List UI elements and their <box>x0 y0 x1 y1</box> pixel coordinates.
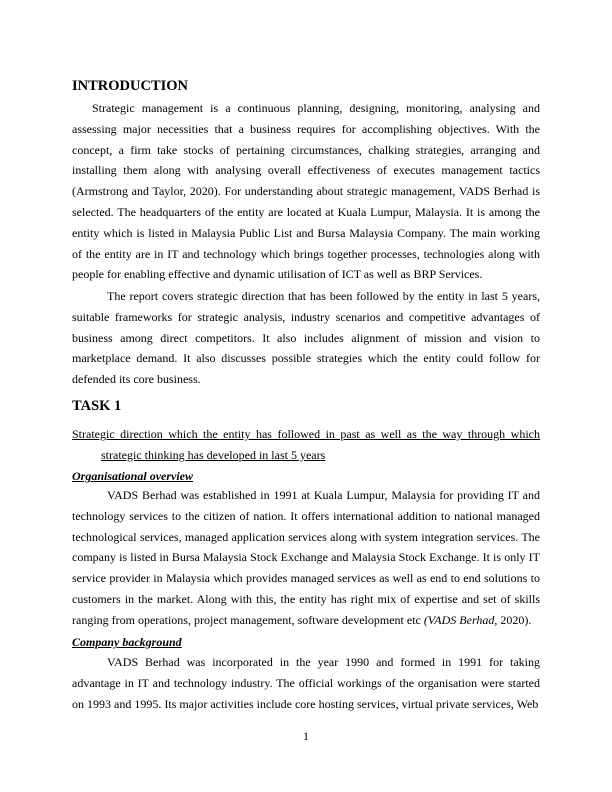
task1-heading: TASK 1 <box>72 398 122 414</box>
organisational-overview-paragraph <box>72 485 540 631</box>
task1-title-line-1: Strategic direction which the entity has followed in past as well as the way through which <box>72 427 540 441</box>
overview-citation: (VADS Berhad <box>423 612 495 627</box>
company-background-paragraph: VADS Berhad was incorporated in the year 1990 and formed in 1991 for taking advantage in IT and technology industry. The official workings of the organisation were started on 1993 and 1995. Its major activities include core hosting services, virtual private services, Web <box>72 655 540 711</box>
task1-title-line-2: strategic thinking has developed in last 5 years <box>101 447 326 462</box>
company-background-heading: Company background <box>72 635 182 649</box>
task1-title <box>72 424 540 466</box>
organisational-overview-heading: Organisational overview <box>72 469 194 483</box>
page-number: 1 <box>303 729 309 743</box>
overview-text: VADS Berhad was established in 1991 at Kuala Lumpur, Malaysia for providing IT and technology services to the citizen of nation. It offers international addition to national managed technological services, managed application services along with system integration services. The company is listed in Bursa Malaysia Stock Exchange and Malaysia Stock Exchange. It is only IT service provider in Malaysia which provides managed services as well as end to end solutions to customers in the market. Along with this, the entity has right mix of expertise and set of skills ranging from operations, project management, software development etc <box>72 488 540 627</box>
introduction-paragraph-1: Strategic management is a continuous planning, designing, monitoring, analysing and assessing major necessities that a business requires for accomplishing objectives. With the concept, a firm take stocks of pertaining circumstances, chalking strategies, arranging and installing them along with analysing overall effectiveness of executes management tactics (Armstrong and Taylor, 2020). For understanding about strategic management, VADS Berhad is selected. The headquarters of the entity are located at Kuala Lumpur, Malaysia. It is among the entity which is listed in Malaysia Public List and Bursa Malaysia Company. The main working of the entity are in IT and technology which brings together processes, technologies along with people for enabling effective and dynamic utilisation of ICT as well as BRP Services. <box>72 101 540 282</box>
introduction-paragraph-2: The report covers strategic direction that has been followed by the entity in last 5 years, suitable frameworks for strategic analysis, industry scenarios and competitive advantages of business among direct competitors. It also includes alignment of mission and vision to marketplace demand. It also discusses possible strategies which the entity could follow for defended its core business. <box>72 289 540 387</box>
introduction-heading: INTRODUCTION <box>72 78 189 94</box>
overview-citation-tail: , 2020). <box>494 612 532 627</box>
